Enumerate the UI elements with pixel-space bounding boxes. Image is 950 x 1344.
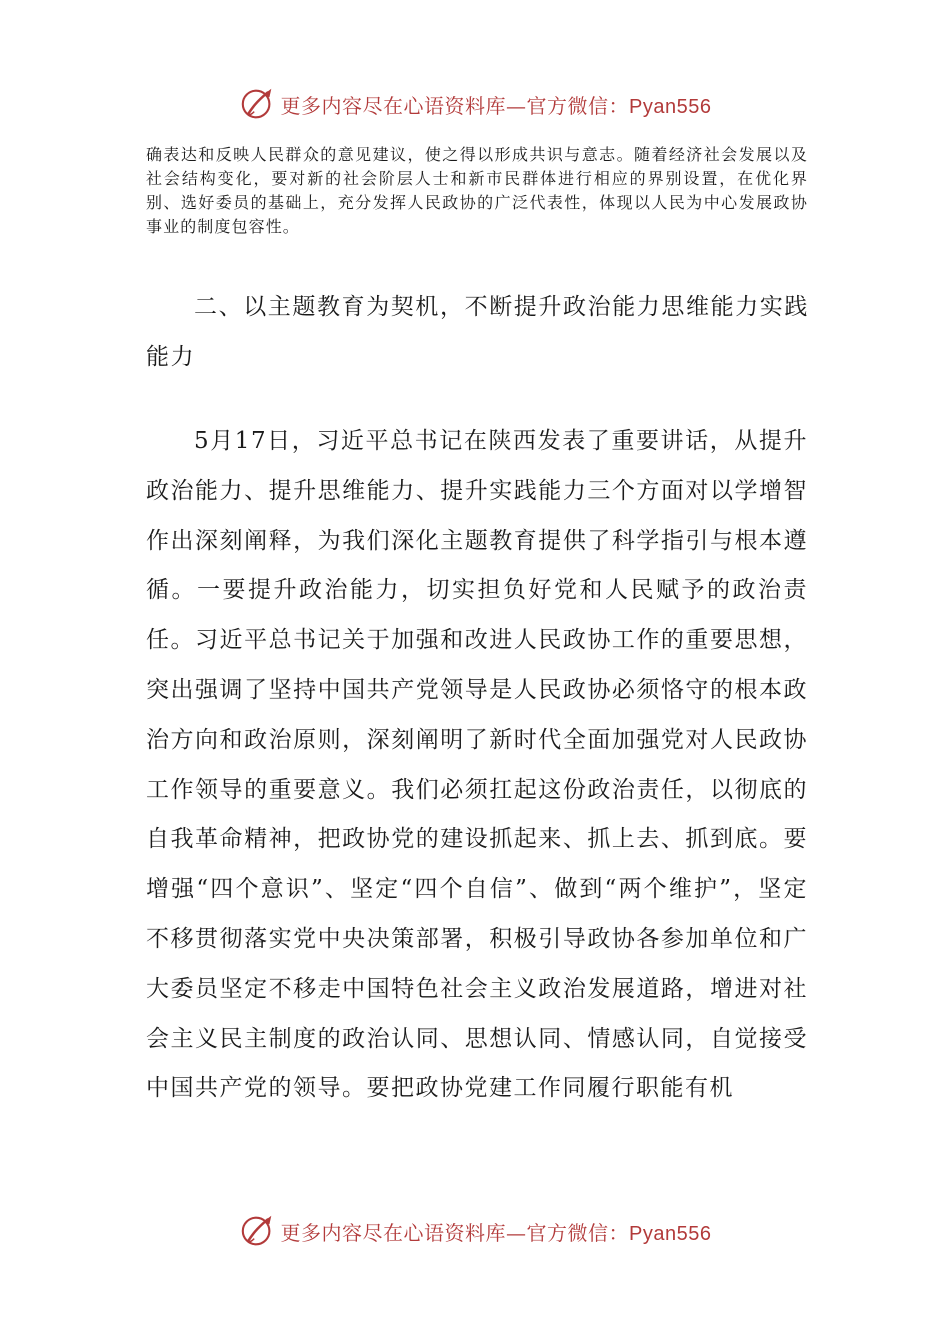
footer-wechat-id: Pyan556 (629, 1222, 712, 1245)
footer-site-text: 更多内容尽在心语资料库—官方微信： (280, 1220, 630, 1245)
header-site-text: 更多内容尽在心语资料库—官方微信： (280, 93, 630, 118)
pen-logo-icon (239, 1212, 277, 1250)
header-watermark-banner (0, 82, 950, 126)
header-wechat-id: Pyan556 (629, 95, 712, 118)
body-paragraph: 5月17日，习近平总书记在陕西发表了重要讲话，从提升政治能力、提升思维能力、提升实践能力三个方面对以学增智作出深刻阐释，为我们深化主题教育提供了科学指引与根本遵循。一要提升政治能力，切实担负好党和人民赋予的政治责任。习近平总书记关于加强和改进人民政协工作的重要思想，突出强调了坚持中国共产党领导是人民政协必须恪守的根本政治方向和政治原则，深刻阐明了新时代全面加强党对人民政协工作领导的重要意义。我们必须扛起这份政治责任，以彻底的自我革命精神，把政协党的建设抓起来、抓上去、抓到底。要增强“四个意识”、坚定“四个自信”、做到“两个维护”，坚定不移贯彻落实党中央决策部署，积极引导政协各参加单位和广大委员坚定不移走中国特色社会主义政治发展道路，增进对社会主义民主制度的政治认同、思想认同、情感认同，自觉接受中国共产党的领导。要把政协党建工作同履行职能有机 (146, 428, 808, 1102)
intro-paragraph: 确表达和反映人民群众的意见建议，使之得以形成共识与意志。随着经济社会发展以及社会结构变化，要对新的社会阶层人士和新市民群体进行相应的界别设置，在优化界别、选好委员的基础上，充分发挥人民政协的广泛代表性，体现以人民为中心发展政协事业的制度包容性。 (146, 145, 808, 236)
pen-logo-icon (239, 85, 277, 123)
footer-watermark-banner (0, 1209, 950, 1253)
header-banner-text (281, 90, 712, 119)
section-heading: 二、以主题教育为契机，不断提升政治能力思维能力实践能力 (146, 294, 809, 370)
footer-banner-text (281, 1217, 712, 1246)
